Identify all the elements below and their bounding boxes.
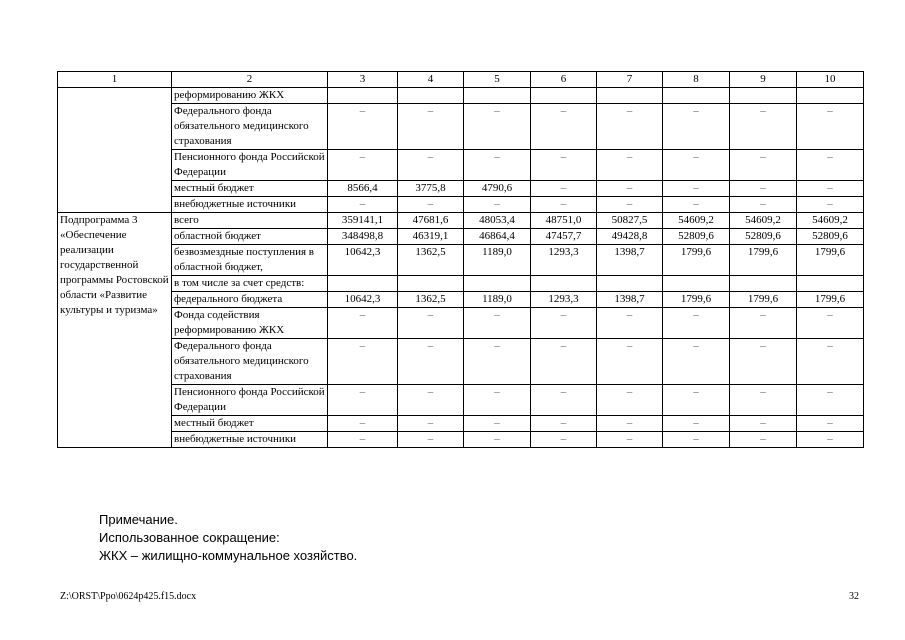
table-row xyxy=(58,432,864,448)
value-cell xyxy=(328,88,398,104)
value-cell: – xyxy=(597,432,663,448)
header-cell: 3 xyxy=(328,72,398,88)
source-label-cell: внебюджетные источники xyxy=(172,197,328,213)
value-cell: – xyxy=(663,181,730,197)
value-cell xyxy=(464,276,531,292)
value-cell: – xyxy=(730,339,797,385)
value-cell: 46864,4 xyxy=(464,229,531,245)
value-cell: – xyxy=(531,416,597,432)
header-cell: 4 xyxy=(398,72,464,88)
value-cell: – xyxy=(797,432,864,448)
value-cell: – xyxy=(328,197,398,213)
value-cell xyxy=(328,276,398,292)
value-cell: – xyxy=(464,150,531,181)
value-cell: – xyxy=(730,150,797,181)
value-cell: – xyxy=(597,197,663,213)
value-cell: 49428,8 xyxy=(597,229,663,245)
value-cell: – xyxy=(531,432,597,448)
source-label-cell: Фонда содействия реформированию ЖКХ xyxy=(172,308,328,339)
value-cell: – xyxy=(398,104,464,150)
table-row xyxy=(58,416,864,432)
budget-table xyxy=(57,71,864,448)
value-cell: 50827,5 xyxy=(597,213,663,229)
table-row xyxy=(58,292,864,308)
value-cell xyxy=(464,88,531,104)
header-cell: 9 xyxy=(730,72,797,88)
value-cell: 4790,6 xyxy=(464,181,531,197)
value-cell: – xyxy=(398,150,464,181)
value-cell: – xyxy=(597,150,663,181)
table-row xyxy=(58,181,864,197)
value-cell xyxy=(797,88,864,104)
value-cell: 1799,6 xyxy=(730,245,797,276)
value-cell: 1362,5 xyxy=(398,292,464,308)
value-cell: – xyxy=(663,308,730,339)
value-cell: – xyxy=(328,339,398,385)
value-cell: – xyxy=(597,339,663,385)
value-cell: – xyxy=(328,104,398,150)
table-row xyxy=(58,88,864,104)
value-cell xyxy=(531,276,597,292)
header-cell: 10 xyxy=(797,72,864,88)
value-cell: – xyxy=(730,416,797,432)
value-cell: – xyxy=(663,416,730,432)
value-cell: – xyxy=(797,150,864,181)
table-row xyxy=(58,104,864,150)
source-label-cell: областной бюджет xyxy=(172,229,328,245)
source-label-cell: всего xyxy=(172,213,328,229)
value-cell: – xyxy=(398,385,464,416)
header-cell: 1 xyxy=(58,72,172,88)
value-cell: – xyxy=(328,432,398,448)
note-abbreviation: ЖКХ – жилищно-коммунальное хозяйство. xyxy=(99,548,358,563)
value-cell: 52809,6 xyxy=(797,229,864,245)
value-cell: – xyxy=(797,104,864,150)
source-label-cell: Пенсионного фонда Российской Федерации xyxy=(172,385,328,416)
source-label-cell: Федерального фонда обязательного медицинского страхования xyxy=(172,104,328,150)
value-cell: – xyxy=(531,385,597,416)
source-label-cell: в том числе за счет средств: xyxy=(172,276,328,292)
value-cell: 1799,6 xyxy=(797,245,864,276)
value-cell: – xyxy=(730,432,797,448)
value-cell: 54609,2 xyxy=(663,213,730,229)
value-cell: – xyxy=(398,432,464,448)
value-cell xyxy=(597,88,663,104)
value-cell: – xyxy=(464,197,531,213)
value-cell xyxy=(730,88,797,104)
source-label-cell: Федерального фонда обязательного медицинского страхования xyxy=(172,339,328,385)
value-cell: – xyxy=(464,416,531,432)
value-cell: – xyxy=(531,104,597,150)
source-label-cell: внебюджетные источники xyxy=(172,432,328,448)
table-row xyxy=(58,229,864,245)
value-cell: – xyxy=(328,150,398,181)
value-cell: – xyxy=(398,197,464,213)
value-cell: – xyxy=(464,104,531,150)
value-cell: – xyxy=(328,385,398,416)
source-label-cell: реформированию ЖКХ xyxy=(172,88,328,104)
table-row xyxy=(58,276,864,292)
table-row xyxy=(58,339,864,385)
program-cell-empty xyxy=(58,88,172,213)
value-cell: – xyxy=(531,197,597,213)
value-cell xyxy=(398,276,464,292)
value-cell: 1293,3 xyxy=(531,292,597,308)
value-cell: – xyxy=(730,197,797,213)
value-cell: 1189,0 xyxy=(464,245,531,276)
value-cell xyxy=(663,276,730,292)
value-cell: 1362,5 xyxy=(398,245,464,276)
value-cell: – xyxy=(797,197,864,213)
value-cell: – xyxy=(398,308,464,339)
value-cell: 1799,6 xyxy=(663,292,730,308)
table-row xyxy=(58,245,864,276)
value-cell: – xyxy=(398,339,464,385)
value-cell: 52809,6 xyxy=(730,229,797,245)
value-cell: – xyxy=(328,308,398,339)
value-cell: 10642,3 xyxy=(328,292,398,308)
value-cell: 359141,1 xyxy=(328,213,398,229)
value-cell: 47457,7 xyxy=(531,229,597,245)
table-row xyxy=(58,308,864,339)
value-cell: – xyxy=(797,385,864,416)
program-name-cell: Подпрограмма 3 «Обеспечение реализации государственной программы Ростовской области «Развитие культуры и туризма» xyxy=(58,213,172,448)
value-cell: 48053,4 xyxy=(464,213,531,229)
value-cell: – xyxy=(730,308,797,339)
value-cell: 1398,7 xyxy=(597,245,663,276)
source-label-cell: местный бюджет xyxy=(172,416,328,432)
value-cell: 1799,6 xyxy=(797,292,864,308)
value-cell xyxy=(597,276,663,292)
header-cell: 6 xyxy=(531,72,597,88)
value-cell xyxy=(663,88,730,104)
value-cell: 1799,6 xyxy=(663,245,730,276)
value-cell: 54609,2 xyxy=(730,213,797,229)
value-cell: – xyxy=(663,339,730,385)
value-cell: – xyxy=(597,385,663,416)
value-cell: – xyxy=(531,339,597,385)
source-label-cell: федерального бюджета xyxy=(172,292,328,308)
note-subtitle: Использованное сокращение: xyxy=(99,530,280,545)
value-cell: 10642,3 xyxy=(328,245,398,276)
value-cell: – xyxy=(464,308,531,339)
value-cell: 348498,8 xyxy=(328,229,398,245)
header-cell: 5 xyxy=(464,72,531,88)
source-label-cell: Пенсионного фонда Российской Федерации xyxy=(172,150,328,181)
table-row xyxy=(58,150,864,181)
value-cell: – xyxy=(663,104,730,150)
value-cell: – xyxy=(531,181,597,197)
value-cell: 1799,6 xyxy=(730,292,797,308)
source-label-cell: местный бюджет xyxy=(172,181,328,197)
value-cell: – xyxy=(464,339,531,385)
value-cell: 52809,6 xyxy=(663,229,730,245)
value-cell: 3775,8 xyxy=(398,181,464,197)
header-cell: 7 xyxy=(597,72,663,88)
value-cell: – xyxy=(663,432,730,448)
source-label-cell: безвозмездные поступления в областной бюджет, xyxy=(172,245,328,276)
value-cell: 48751,0 xyxy=(531,213,597,229)
value-cell: – xyxy=(797,339,864,385)
value-cell: – xyxy=(597,308,663,339)
value-cell: – xyxy=(797,416,864,432)
value-cell: – xyxy=(531,150,597,181)
value-cell: 47681,6 xyxy=(398,213,464,229)
table-row xyxy=(58,385,864,416)
value-cell: – xyxy=(797,308,864,339)
value-cell: – xyxy=(531,308,597,339)
value-cell: – xyxy=(797,181,864,197)
value-cell: – xyxy=(597,104,663,150)
value-cell: – xyxy=(663,385,730,416)
footer-file-path: Z:\ORST\Ppo\0624p425.f15.docx xyxy=(60,591,197,602)
value-cell: 8566,4 xyxy=(328,181,398,197)
value-cell: 1398,7 xyxy=(597,292,663,308)
value-cell: – xyxy=(464,385,531,416)
value-cell: 54609,2 xyxy=(797,213,864,229)
value-cell: 1293,3 xyxy=(531,245,597,276)
value-cell xyxy=(398,88,464,104)
value-cell: 1189,0 xyxy=(464,292,531,308)
table-row xyxy=(58,197,864,213)
note-title: Примечание. xyxy=(99,512,178,527)
value-cell: – xyxy=(597,181,663,197)
value-cell xyxy=(531,88,597,104)
value-cell: 46319,1 xyxy=(398,229,464,245)
value-cell: – xyxy=(730,385,797,416)
header-cell: 2 xyxy=(172,72,328,88)
value-cell xyxy=(797,276,864,292)
value-cell: – xyxy=(398,416,464,432)
value-cell: – xyxy=(663,150,730,181)
footer-page-number: 32 xyxy=(849,591,859,602)
value-cell: – xyxy=(730,104,797,150)
value-cell: – xyxy=(730,181,797,197)
header-cell: 8 xyxy=(663,72,730,88)
value-cell: – xyxy=(663,197,730,213)
value-cell: – xyxy=(328,416,398,432)
value-cell xyxy=(730,276,797,292)
value-cell: – xyxy=(597,416,663,432)
header-row xyxy=(58,72,864,88)
value-cell: – xyxy=(464,432,531,448)
table-row xyxy=(58,213,864,229)
